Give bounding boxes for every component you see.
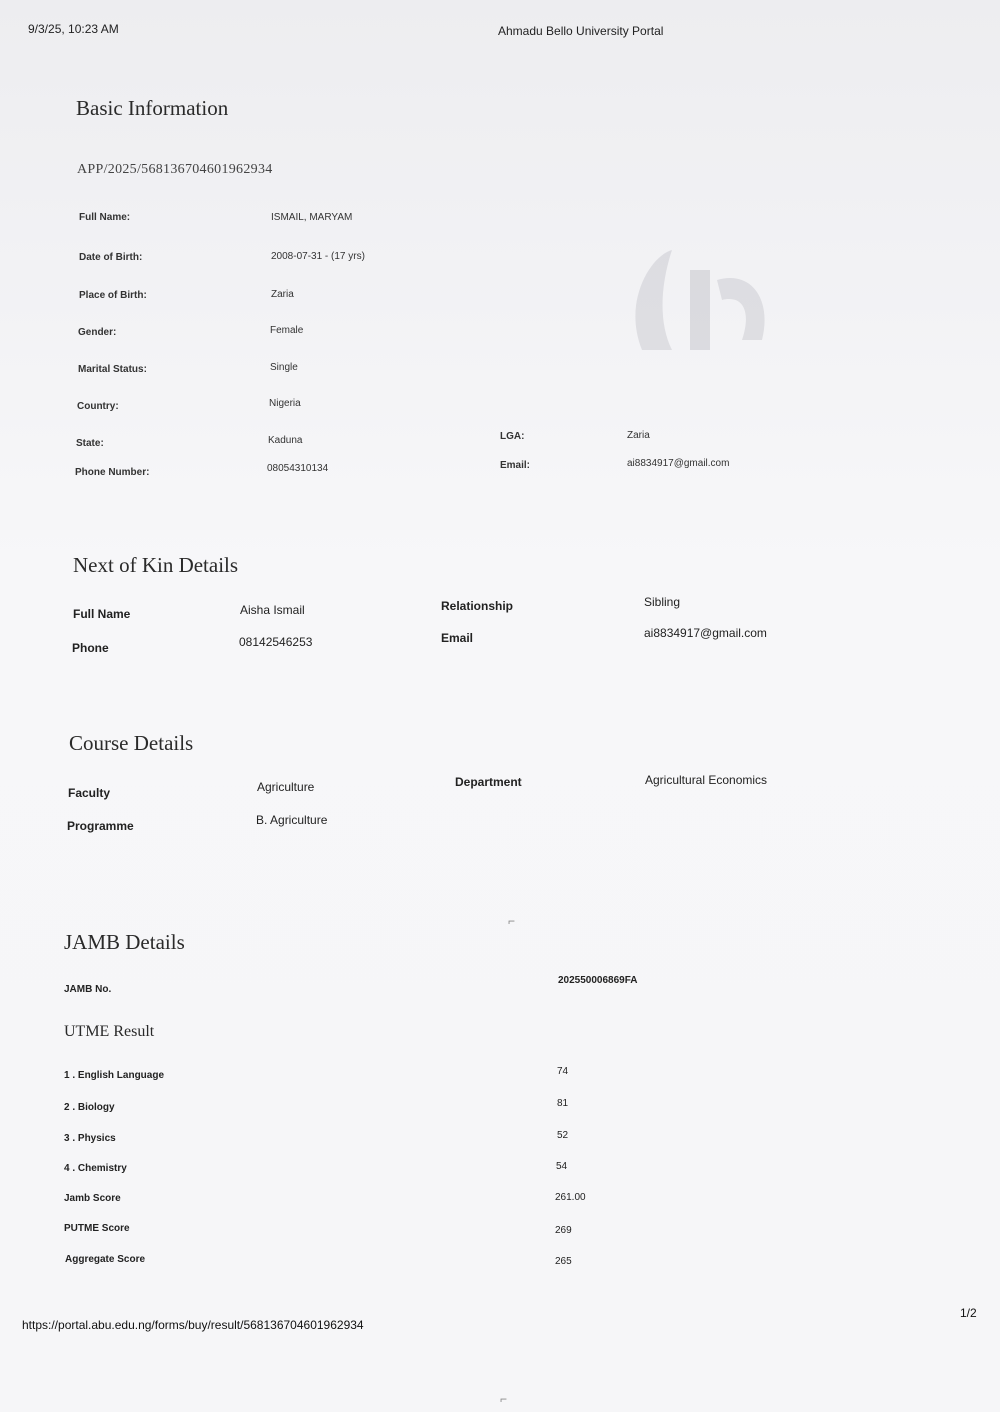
nok-email-label: Email xyxy=(441,631,474,645)
state-value: Kaduna xyxy=(268,435,303,446)
lga-value: Zaria xyxy=(627,430,650,441)
full-name-label: Full Name: xyxy=(79,212,131,223)
faculty-label: Faculty xyxy=(68,786,111,800)
aggregate-score-value: 265 xyxy=(555,1256,572,1267)
application-number: APP/2025/568136704601962934 xyxy=(77,162,273,177)
page-number: 1/2 xyxy=(960,1306,977,1320)
university-logo-watermark xyxy=(612,240,782,360)
gender-value: Female xyxy=(270,325,304,336)
utme-subject-score: 74 xyxy=(557,1066,569,1077)
utme-result-heading: UTME Result xyxy=(64,1023,155,1040)
email-value: ai8834917@gmail.com xyxy=(627,458,730,469)
jamb-no-label: JAMB No. xyxy=(64,984,112,995)
nok-relationship-label: Relationship xyxy=(441,599,514,613)
utme-subject-label: 2 . Biology xyxy=(64,1102,115,1113)
jamb-details-heading: JAMB Details xyxy=(64,930,185,954)
utme-subject-label: 1 . English Language xyxy=(64,1070,165,1081)
page-url: https://portal.abu.edu.ng/forms/buy/result/568136704601962934 xyxy=(22,1318,364,1332)
country-label: Country: xyxy=(77,401,119,412)
faculty-value: Agriculture xyxy=(257,780,315,794)
aggregate-score-label: Aggregate Score xyxy=(65,1254,146,1265)
nok-phone-value: 08142546253 xyxy=(239,635,313,649)
next-of-kin-heading: Next of Kin Details xyxy=(73,553,239,577)
programme-value: B. Agriculture xyxy=(256,813,328,827)
portal-title: Ahmadu Bello University Portal xyxy=(498,24,664,38)
lga-label: LGA: xyxy=(500,431,525,442)
scan-mark: ⌐ xyxy=(500,1392,508,1406)
gender-label: Gender: xyxy=(78,327,117,338)
jamb-score-label: Jamb Score xyxy=(64,1193,121,1204)
dob-label: Date of Birth: xyxy=(79,252,143,263)
department-value: Agricultural Economics xyxy=(645,773,768,787)
programme-label: Programme xyxy=(67,819,134,833)
utme-subject-score: 52 xyxy=(557,1130,569,1141)
email-label: Email: xyxy=(500,460,531,471)
marital-status-label: Marital Status: xyxy=(78,364,147,375)
jamb-score-value: 261.00 xyxy=(555,1192,586,1203)
department-label: Department xyxy=(455,775,522,789)
state-label: State: xyxy=(76,438,104,449)
putme-score-label: PUTME Score xyxy=(64,1223,130,1234)
print-datetime: 9/3/25, 10:23 AM xyxy=(28,22,119,36)
course-details-heading: Course Details xyxy=(69,731,194,755)
country-value: Nigeria xyxy=(269,398,301,409)
dob-value: 2008-07-31 - (17 yrs) xyxy=(271,251,365,262)
nok-phone-label: Phone xyxy=(72,641,109,655)
place-of-birth-value: Zaria xyxy=(271,289,294,300)
utme-subject-score: 81 xyxy=(557,1098,569,1109)
jamb-no-value: 202550006869FA xyxy=(558,975,638,986)
utme-subject-label: 3 . Physics xyxy=(64,1133,116,1144)
phone-number-label: Phone Number: xyxy=(75,467,150,478)
basic-info-heading: Basic Information xyxy=(76,96,229,120)
utme-subject-label: 4 . Chemistry xyxy=(64,1163,127,1174)
place-of-birth-label: Place of Birth: xyxy=(79,290,147,301)
phone-number-value: 08054310134 xyxy=(267,463,329,474)
nok-relationship-value: Sibling xyxy=(644,595,681,609)
putme-score-value: 269 xyxy=(555,1225,572,1236)
nok-full-name-value: Aisha Ismail xyxy=(240,603,305,617)
marital-status-value: Single xyxy=(270,362,298,373)
scan-mark: ⌐ xyxy=(508,914,516,928)
nok-full-name-label: Full Name xyxy=(73,607,131,621)
full-name-value: ISMAIL, MARYAM xyxy=(271,212,353,223)
utme-subject-score: 54 xyxy=(556,1161,568,1172)
nok-email-value: ai8834917@gmail.com xyxy=(644,626,767,640)
